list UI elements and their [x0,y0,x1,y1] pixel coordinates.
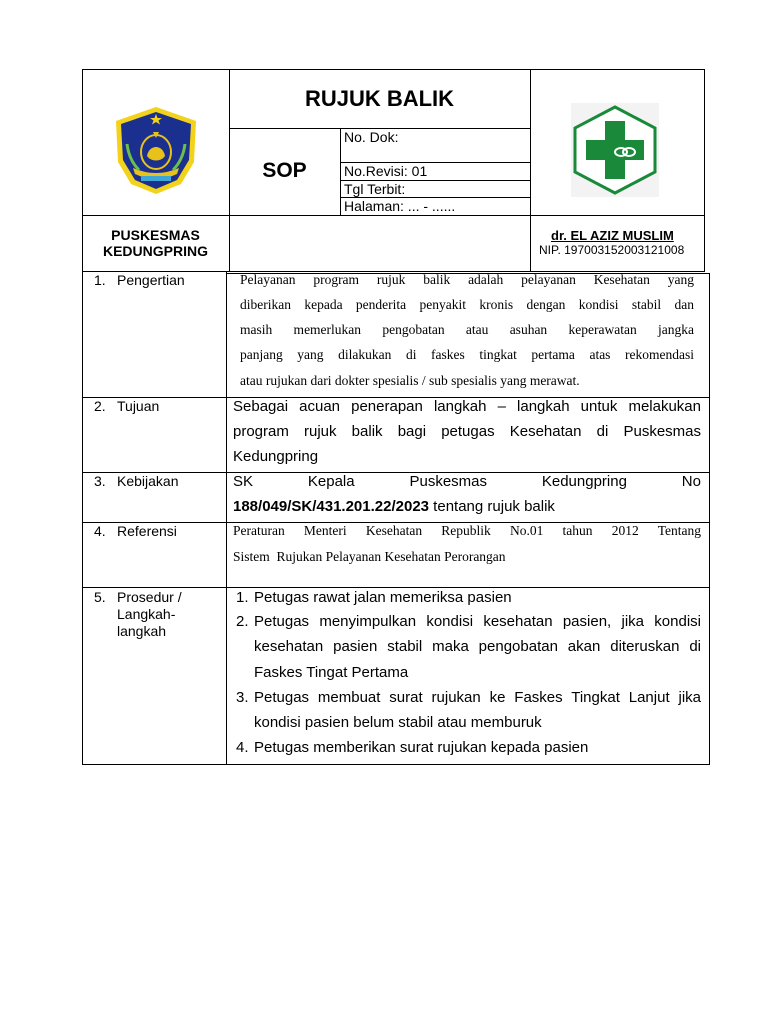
content-line: masih memerlukan pengobatan atau asuhan keperawatan jangka [240,322,694,337]
no-dok-field: No. Dok: [344,129,399,145]
content-line: atau rujukan dari dokter spesialis / sub spesialis yang merawat. [240,373,580,388]
policy-number: 188/049/SK/431.201.22/2023 [233,498,430,515]
policy-reference [233,498,555,515]
content-line: panjang yang dilakukan di faskes tingkat pertama atas rekomendasi [240,347,694,362]
tgl-terbit-field: Tgl Terbit: [344,181,406,197]
policy-subject: tentang rujuk balik [429,498,555,515]
step-number: 1. [236,589,249,606]
section-label: Pengertian [117,272,185,288]
no-revisi-field: No.Revisi: 01 [344,163,428,179]
section-number: 5. [94,589,106,605]
document-title: RUJUK BALIK [304,86,455,111]
section-number: 3. [94,473,106,489]
section-label: Tujuan [117,398,160,414]
step-number: 2. [236,613,249,630]
section-label: Prosedur / [117,589,182,605]
section-label: Referensi [117,523,177,539]
section-label: Kebijakan [117,473,179,489]
org-name-line1: PUSKESMAS [111,227,200,243]
content-line: SK Kepala Puskesmas Kedungpring No [233,473,701,490]
org-name-line2: KEDUNGPRING [102,243,208,259]
section-number: 2. [94,398,106,414]
content-line: Kedungpring [233,448,319,465]
content-line: program rujuk balik bagi petugas Kesehatan di Puskesmas [233,423,701,440]
step-line: kesehatan pasien stabil maka pengobatan akan diteruskan di [254,638,701,655]
step-number: 4. [236,739,249,756]
content-line: Sistem Rujukan Pelayanan Kesehatan Perorangan [233,549,506,564]
content-line: Sebagai acuan penerapan langkah – langkah untuk melakukan [233,398,701,415]
section-number: 1. [94,272,106,288]
step-number: 3. [236,689,249,706]
content-line: Peraturan Menteri Kesehatan Republik No.01 tahun 2012 Tentang [233,523,701,538]
section-number: 4. [94,523,106,539]
section-label: langkah [117,623,167,639]
district-emblem-logo [111,104,201,196]
step-line: Faskes Tingat Pertama [254,664,409,681]
step-line: Petugas rawat jalan memeriksa pasien [254,589,512,606]
section-label: Langkah- [117,606,176,622]
puskesmas-cross-icon [571,103,659,197]
district-emblem-icon [111,104,201,196]
step-line: Petugas memberikan surat rujukan kepada pasien [254,739,589,756]
puskesmas-logo [571,103,659,197]
step-line: Petugas membuat surat rujukan ke Faskes Tingkat Lanjut jika [254,689,701,706]
sop-label: SOP [262,159,307,182]
content-line: diberikan kepada penderita penyakit kronis dengan kondisi stabil dan [240,297,694,312]
halaman-field: Halaman: ... - ...... [344,198,456,214]
step-line: Petugas menyimpulkan kondisi kesehatan pasien, jika kondisi [254,613,701,630]
step-line: kondisi pasien belum stabil atau memburuk [254,714,542,731]
content-line: Pelayanan program rujuk balik adalah pelayanan Kesehatan yang [240,272,694,287]
signatory-nip: NIP. 197003152003121008 [539,243,685,257]
signatory-name: dr. EL AZIZ MUSLIM [551,228,674,243]
